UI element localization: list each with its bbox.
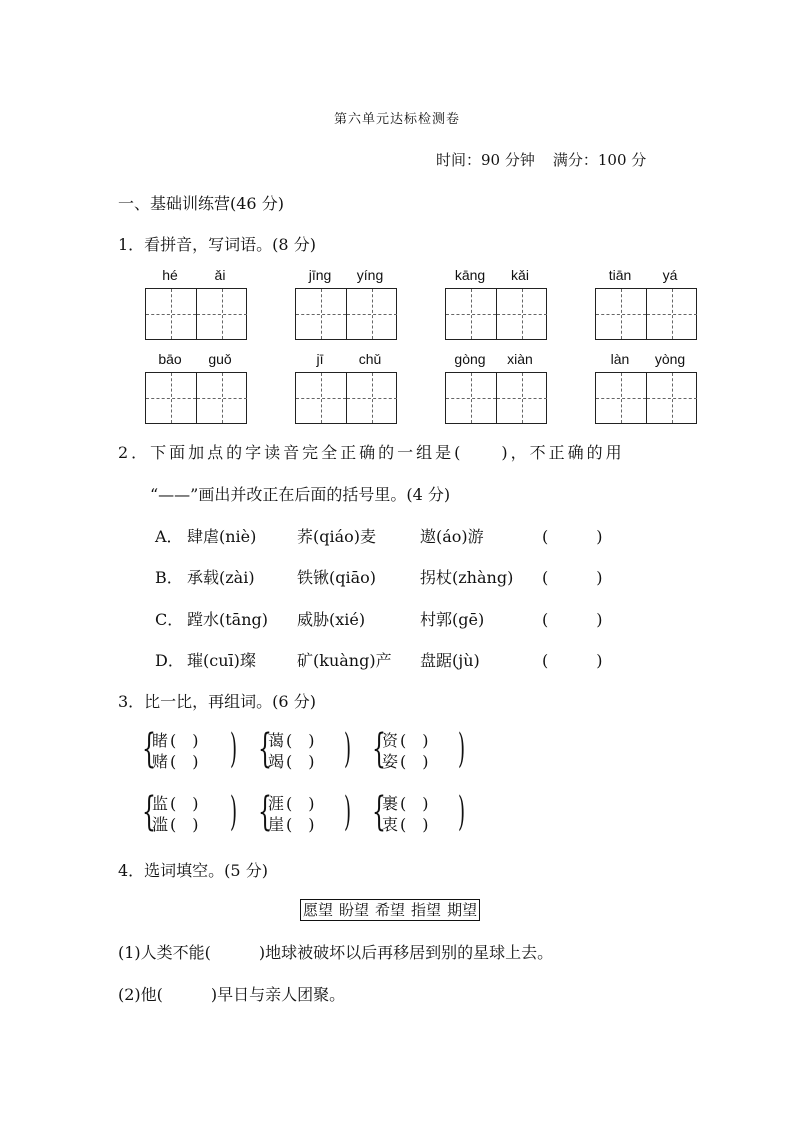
right-paren: ) <box>344 789 352 835</box>
compare-char: 竭 <box>268 752 285 771</box>
answer-blank[interactable]: ( ) <box>400 815 429 834</box>
option-word: 遨(áo)游 <box>420 527 484 546</box>
pinyin: kāng <box>454 267 486 283</box>
answer-blank[interactable]: ( ) <box>170 731 199 750</box>
right-paren: ) <box>458 726 466 772</box>
answer-blank[interactable]: ( ) <box>400 794 429 813</box>
pinyin: guǒ <box>208 351 232 367</box>
left-brace: { <box>258 789 272 835</box>
right-paren: ) <box>230 726 238 772</box>
compare-char: 滥 <box>152 815 169 834</box>
answer-blank[interactable]: ( ) <box>400 731 429 750</box>
option-label: B． <box>155 568 183 587</box>
word-option: 盼望 <box>339 901 370 919</box>
option-word: 肆虐(niè) <box>187 527 257 546</box>
answer-blank[interactable]: ( ) <box>542 527 603 546</box>
word-option: 期望 <box>447 901 478 919</box>
q4-prompt: 4．选词填空。(5 分) <box>118 861 268 880</box>
writing-grid[interactable] <box>145 288 247 340</box>
answer-blank[interactable]: ( ) <box>542 610 603 629</box>
pinyin: yòng <box>654 351 686 367</box>
page-title: 第六单元达标检测卷 <box>333 112 460 127</box>
section-heading: 一、基础训练营(46 分) <box>118 194 284 213</box>
compare-char: 赌 <box>152 752 169 771</box>
answer-blank[interactable]: ( ) <box>286 731 315 750</box>
left-brace: { <box>142 789 156 835</box>
answer-blank[interactable]: ( ) <box>542 568 603 587</box>
writing-grid[interactable] <box>445 372 547 424</box>
compare-char: 姿 <box>382 752 399 771</box>
option-word: 铁锹(qiāo) <box>297 568 377 587</box>
compare-char: 衷 <box>382 815 399 834</box>
pinyin: làn <box>610 351 630 367</box>
word-option: 愿望 <box>303 901 334 919</box>
option-word: 承载(zài) <box>187 568 255 587</box>
writing-grid[interactable] <box>295 288 397 340</box>
pinyin: bāo <box>158 351 182 367</box>
option-word: 村郭(gē) <box>420 610 485 629</box>
option-word: 璀(cuī)璨 <box>187 651 256 670</box>
pinyin: yíng <box>356 267 384 283</box>
writing-grid[interactable] <box>145 372 247 424</box>
option-word: 威胁(xié) <box>297 610 366 629</box>
option-label: A． <box>155 527 183 546</box>
word-option: 指望 <box>411 901 442 919</box>
q4-sentence-1: (1)人类不能( )地球被破坏以后再移居到别的星球上去。 <box>118 943 554 962</box>
answer-blank[interactable]: ( ) <box>286 794 315 813</box>
compare-char: 涯 <box>268 794 285 813</box>
exam-time: 时间：90 分钟 <box>436 151 535 169</box>
q2-prompt-line2: “——”画出并改正在后面的括号里。(4 分) <box>150 485 451 504</box>
q3-prompt: 3．比一比，再组词。(6 分) <box>118 692 316 711</box>
answer-blank[interactable]: ( ) <box>170 752 199 771</box>
word-option: 希望 <box>375 901 406 919</box>
compare-group <box>372 726 472 775</box>
exam-meta <box>436 149 646 170</box>
compare-group <box>258 789 358 838</box>
pinyin: jī <box>316 351 324 367</box>
compare-group <box>372 789 472 838</box>
option-label: D． <box>155 651 184 670</box>
right-paren: ) <box>344 726 352 772</box>
option-word: 盘踞(jù) <box>420 651 480 670</box>
pinyin: kǎi <box>511 267 529 283</box>
word-bank <box>300 899 480 921</box>
pinyin: hé <box>162 267 178 283</box>
option-word: 荞(qiáo)麦 <box>297 527 377 546</box>
exam-score: 满分：100 分 <box>552 151 647 169</box>
option-label: C． <box>155 610 184 629</box>
compare-char: 监 <box>152 794 169 813</box>
left-brace: { <box>258 726 272 772</box>
left-brace: { <box>372 789 386 835</box>
pinyin: chǔ <box>358 351 382 367</box>
answer-blank[interactable]: ( ) <box>170 794 199 813</box>
option-word: 拐杖(zhàng) <box>420 568 514 587</box>
answer-blank[interactable]: ( ) <box>400 752 429 771</box>
writing-grid[interactable] <box>595 288 697 340</box>
pinyin: xiàn <box>507 351 533 367</box>
pinyin: yá <box>662 267 678 283</box>
q2-prompt-line1: 2．下面加点的字读音完全正确的一组是( )，不正确的用 <box>118 443 625 462</box>
option-word: 矿(kuàng)产 <box>297 651 392 670</box>
answer-blank[interactable]: ( ) <box>170 815 199 834</box>
compare-group <box>142 726 242 775</box>
right-paren: ) <box>230 789 238 835</box>
compare-char: 崖 <box>268 815 285 834</box>
pinyin: jīng <box>308 267 332 283</box>
left-brace: { <box>142 726 156 772</box>
compare-char: 蔼 <box>268 731 285 750</box>
pinyin: ǎi <box>214 267 226 283</box>
compare-group <box>258 726 358 775</box>
compare-char: 资 <box>382 731 399 750</box>
answer-blank[interactable]: ( ) <box>286 752 315 771</box>
right-paren: ) <box>458 789 466 835</box>
answer-blank[interactable]: ( ) <box>286 815 315 834</box>
answer-blank[interactable]: ( ) <box>542 651 603 670</box>
option-word: 蹚水(tāng) <box>187 610 269 629</box>
q4-sentence-2: (2)他( )早日与亲人团聚。 <box>118 985 346 1004</box>
writing-grid[interactable] <box>595 372 697 424</box>
pinyin: tiān <box>608 267 632 283</box>
compare-char: 睹 <box>152 731 169 750</box>
q1-prompt: 1．看拼音，写词语。(8 分) <box>118 235 316 254</box>
left-brace: { <box>372 726 386 772</box>
writing-grid[interactable] <box>445 288 547 340</box>
writing-grid[interactable] <box>295 372 397 424</box>
compare-group <box>142 789 242 838</box>
pinyin: gòng <box>454 351 486 367</box>
compare-char: 裹 <box>382 794 399 813</box>
